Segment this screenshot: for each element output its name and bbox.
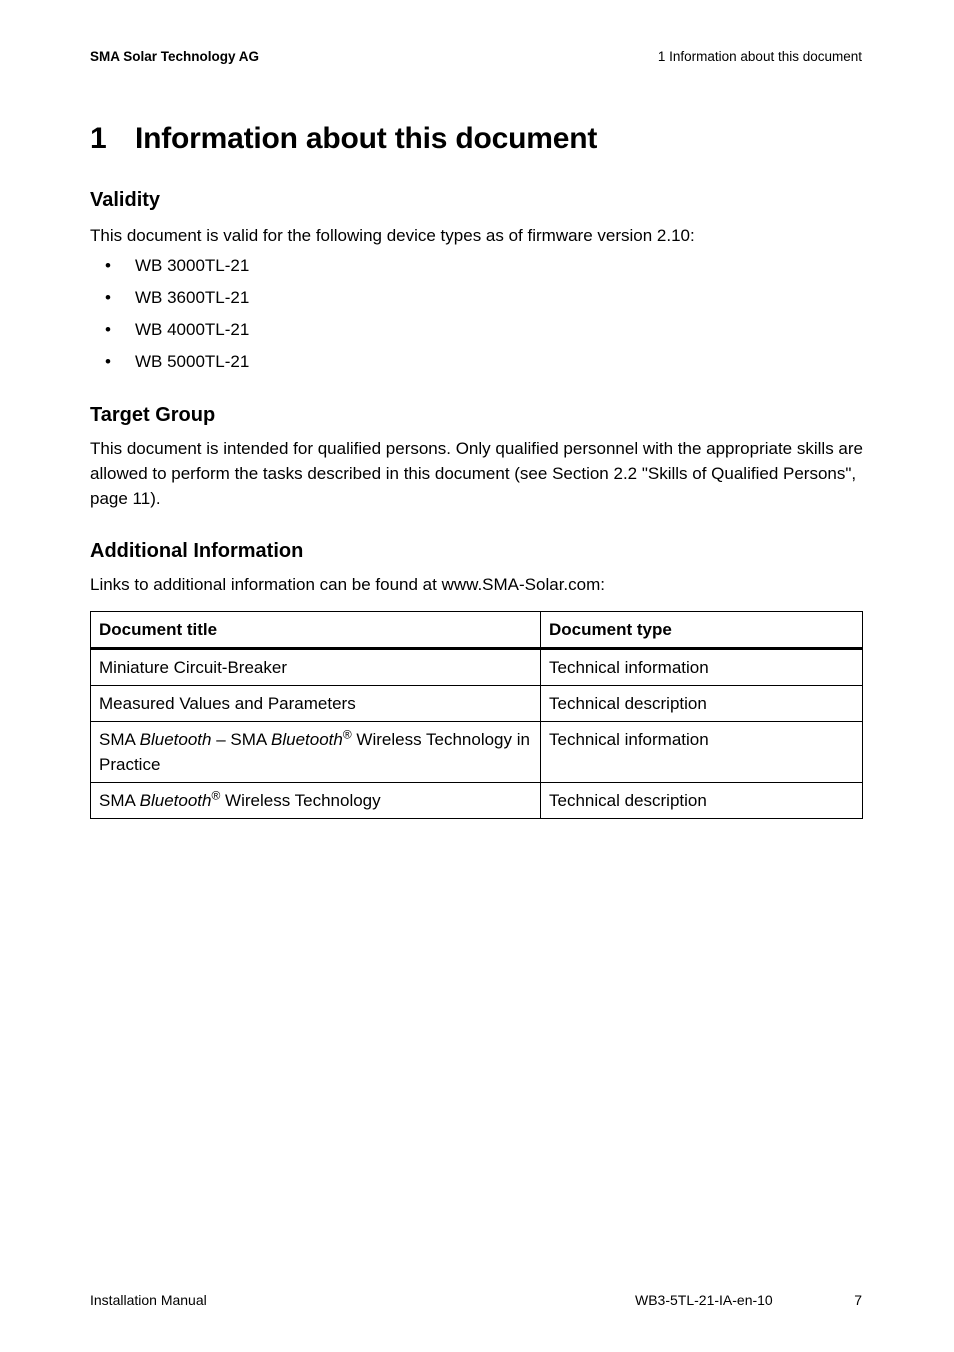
device-name: WB 5000TL-21 — [135, 352, 250, 371]
registered-mark: ® — [211, 788, 221, 803]
title-text: SMA — [99, 791, 140, 810]
title-text: – SMA — [211, 730, 271, 749]
header-chapter-ref: 1 Information about this document — [657, 49, 862, 64]
documents-table — [90, 611, 863, 819]
bullet: • — [105, 288, 111, 307]
title-italic-text: Bluetooth — [139, 730, 212, 749]
title-italic-text: Bluetooth — [271, 730, 343, 749]
list-item — [90, 285, 249, 317]
document-title-cell — [91, 783, 541, 819]
target-group-text: This document is intended for qualified persons. Only qualified personnel with the appropriate skills are allowed to perform the tasks described in this document (see Section 2.2 "Skills of Qualified Persons", page 11). — [90, 439, 863, 508]
page-footer — [90, 1292, 862, 1312]
footer-doc-type: Installation Manual — [90, 1292, 207, 1308]
document-type-cell: Technical information — [541, 722, 863, 783]
table-row — [91, 686, 863, 722]
document-type-cell: Technical information — [541, 649, 863, 686]
list-item — [90, 317, 249, 349]
title-text: Measured Values and Parameters — [99, 694, 356, 713]
document-title-cell — [91, 722, 541, 783]
document-title-cell — [91, 649, 541, 686]
device-name: WB 4000TL-21 — [135, 320, 250, 339]
additional-info-intro: Links to additional information can be found at www.SMA-Solar.com: — [90, 575, 605, 594]
table-row — [91, 649, 863, 686]
device-list — [90, 253, 249, 381]
validity-heading: Validity — [90, 189, 161, 211]
chapter-number: 1 — [90, 122, 107, 155]
column-header-type: Document type — [541, 612, 863, 649]
title-italic-text: Bluetooth — [139, 791, 212, 810]
document-type-cell: Technical description — [541, 686, 863, 722]
title-text: Wireless Technology in Practice — [99, 730, 530, 774]
device-name: WB 3600TL-21 — [135, 288, 250, 307]
table-row — [91, 722, 863, 783]
title-text: Miniature Circuit-Breaker — [99, 658, 287, 677]
document-title-cell — [91, 686, 541, 722]
document-type-cell: Technical description — [541, 783, 863, 819]
chapter-title — [90, 122, 597, 156]
footer-page-number: 7 — [854, 1292, 862, 1308]
bullet: • — [105, 320, 111, 339]
list-item — [90, 253, 249, 285]
footer-doc-code: WB3-5TL-21-IA-en-10 — [635, 1292, 773, 1308]
additional-info-heading: Additional Information — [90, 540, 304, 562]
page-header — [90, 49, 862, 69]
chapter-title-text: Information about this document — [135, 122, 598, 155]
header-company: SMA Solar Technology AG — [90, 49, 260, 64]
table-header-row — [91, 612, 863, 649]
list-item — [90, 349, 249, 381]
bullet: • — [105, 352, 111, 371]
title-text: SMA — [99, 730, 140, 749]
device-name: WB 3000TL-21 — [135, 256, 250, 275]
registered-mark: ® — [342, 727, 352, 742]
bullet: • — [105, 256, 111, 275]
column-header-title: Document title — [91, 612, 541, 649]
validity-intro: This document is valid for the following device types as of firmware version 2.10: — [90, 226, 695, 245]
target-group-heading: Target Group — [90, 404, 216, 426]
title-text: Wireless Technology — [220, 791, 381, 810]
table-row — [91, 783, 863, 819]
